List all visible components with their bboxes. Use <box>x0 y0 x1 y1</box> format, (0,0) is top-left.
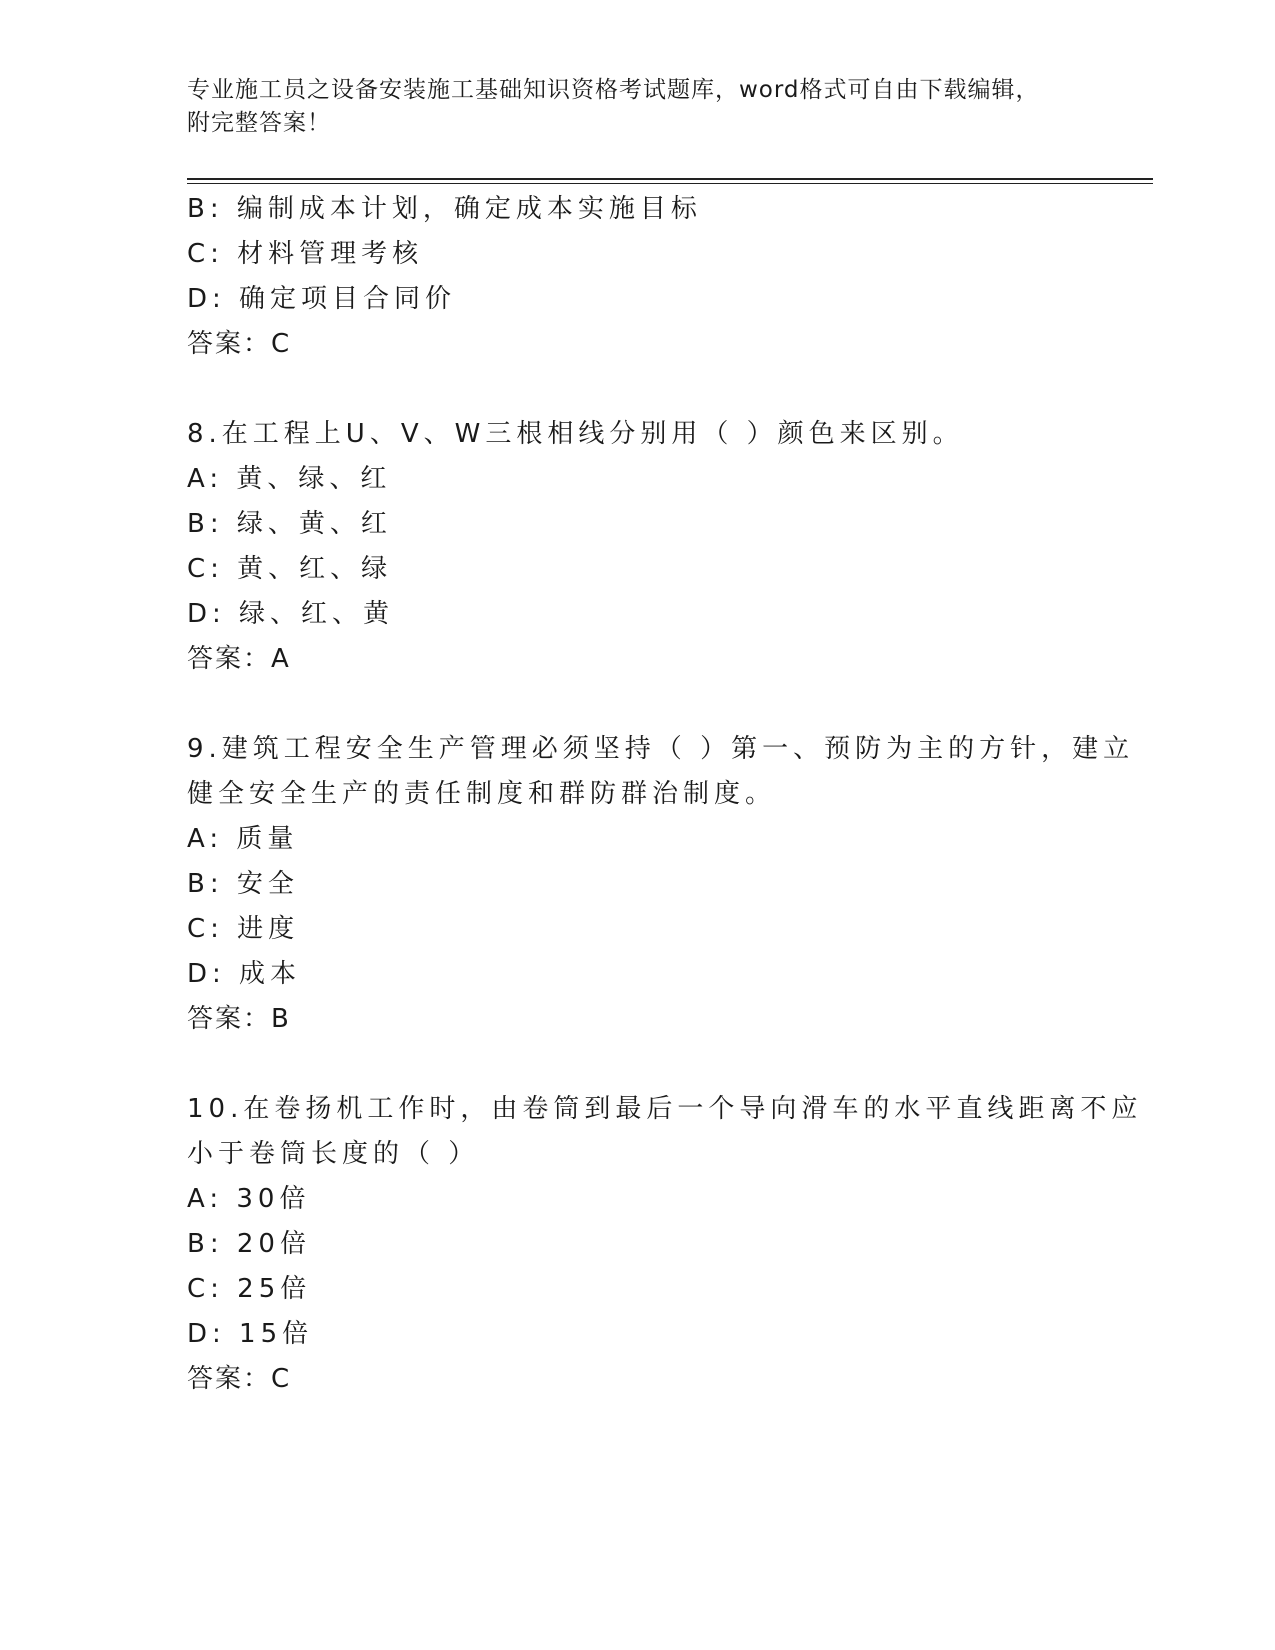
q8-option-b: B: 绿、黄、红 <box>187 509 392 539</box>
header-line-2: 附完整答案！ <box>187 110 331 136</box>
q9-option-d: D: 成本 <box>187 959 302 989</box>
q8-answer: 答案：A <box>187 644 291 674</box>
q9-option-c: C: 进度 <box>187 914 300 944</box>
document-header <box>187 74 1067 140</box>
q7-option-c: C: 材料管理考核 <box>187 239 424 269</box>
q10-question-line-2: 小于卷筒长度的（ ） <box>187 1139 480 1169</box>
q8-option-d: D: 绿、红、黄 <box>187 599 395 629</box>
q8-option-c: C: 黄、红、绿 <box>187 554 393 584</box>
q9-question-line-1: 9.建筑工程安全生产管理必须坚持（ ）第一、预防为主的方针，建立 <box>187 734 1135 764</box>
q10-option-c: C: 25倍 <box>187 1274 312 1304</box>
q8-question: 8.在工程上U、V、W三根相线分别用（ ）颜色来区别。 <box>187 419 964 449</box>
q10-option-d: D: 15倍 <box>187 1319 314 1349</box>
q8-option-a: A: 黄、绿、红 <box>187 464 392 494</box>
q9-option-b: B: 安全 <box>187 869 299 899</box>
q10-question-line-1: 10.在卷扬机工作时，由卷筒到最后一个导向滑车的水平直线距离不应 <box>187 1094 1143 1124</box>
q9-option-a: A: 质量 <box>187 824 299 854</box>
q9-question-line-2: 健全安全生产的责任制度和群防群治制度。 <box>187 779 777 809</box>
header-divider <box>187 178 1153 184</box>
q9-answer: 答案：B <box>187 1004 291 1034</box>
q7-option-b: B: 编制成本计划，确定成本实施目标 <box>187 194 702 224</box>
q10-answer: 答案：C <box>187 1364 292 1394</box>
q7-answer: 答案：C <box>187 329 292 359</box>
header-line-1: 专业施工员之设备安装施工基础知识资格考试题库，word格式可自由下载编辑， <box>187 77 1040 103</box>
q7-option-d: D: 确定项目合同价 <box>187 284 457 314</box>
q10-option-a: A: 30倍 <box>187 1184 311 1214</box>
q10-option-b: B: 20倍 <box>187 1229 311 1259</box>
